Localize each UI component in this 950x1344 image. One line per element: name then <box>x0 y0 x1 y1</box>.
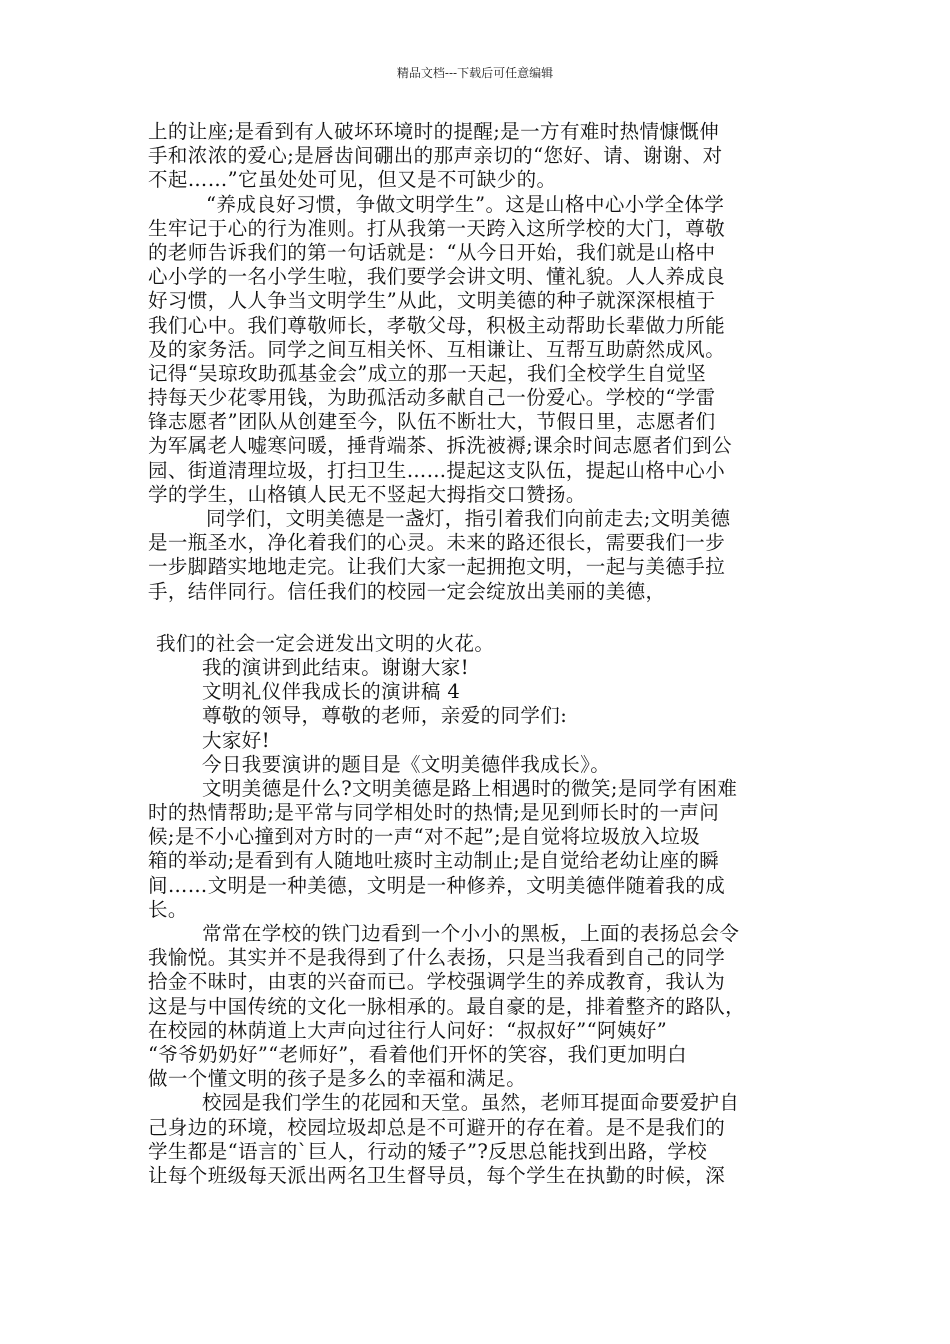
text-line: 箱的举动;是看到有人随地吐痰时主动制止;是自觉给老幼让座的瞬 <box>148 849 720 873</box>
text-line: 做一个懂文明的孩子是多么的幸福和满足。 <box>148 1067 527 1091</box>
paragraph-gap <box>148 604 808 632</box>
text-line: 大家好! <box>202 728 270 752</box>
text-line: 这是与中国传统的文化一脉相承的。最自豪的是，排着整齐的路队， <box>148 994 746 1018</box>
text-line: 不起……”它虽处处可见，但又是不可缺少的。 <box>148 168 557 192</box>
text-line: 我愉悦。其实并不是我得到了什么表扬，只是当我看到自己的同学 <box>148 946 726 970</box>
text-line: 文明美德是什么?文明美德是路上相遇时的微笑;是同学有困难 <box>202 776 738 800</box>
text-line: 校园是我们学生的花园和天堂。虽然，老师耳提面命要爱护自 <box>202 1091 740 1115</box>
text-line: 心小学的一名小学生啦，我们要学会讲文明、懂礼貌。人人养成良 <box>148 265 726 289</box>
text-line: 常常在学校的铁门边看到一个小小的黑板，上面的表扬总会令 <box>202 922 740 945</box>
text-line: 手和浓浓的爱心;是唇齿间硼出的那声亲切的“您好、请、谢谢、对 <box>148 144 723 168</box>
text-line: “养成良好习惯，争做文明学生”。这是山格中心小学全体学 <box>206 192 725 216</box>
text-line: 的老师告诉我们的第一句话就是：“从今日开始，我们就是山格中 <box>148 240 716 264</box>
document-body <box>148 120 808 1188</box>
text-line: 一步脚踏实地地走完。让我们大家一起拥抱文明，一起与美德手拉 <box>148 555 726 579</box>
text-line: 记得“吴琼玫助孤基金会”成立的那一天起，我们全校学生自觉坚 <box>148 361 707 385</box>
text-line: 为军属老人嘘寒问暖，捶背端茶、拆洗被褥;课余时间志愿者们到公 <box>148 434 733 458</box>
text-line: 园、街道清理垃圾，打扫卫生……提起这支队伍，提起山格中心小 <box>148 458 726 482</box>
text-line: 好习惯，人人争当文明学生”从此，文明美德的种子就深深根植于 <box>148 289 716 313</box>
text-line: 今日我要演讲的题目是《文明美德伴我成长》。 <box>202 752 611 776</box>
page-header: 精品文档---下载后可任意编辑 <box>396 66 554 80</box>
text-line: 候;是不小心撞到对方时的一声“对不起”;是自觉将垃圾放入垃圾 <box>148 825 701 849</box>
text-line: 持每天少花零用钱，为助孤活动多献自己一份爱心。学校的“学雷 <box>148 386 716 410</box>
text-line: “爷爷奶奶好”“老师好”，看着他们开怀的笑容，我们更加明白 <box>148 1042 687 1066</box>
text-line: 拾金不昧时，由衷的兴奋而已。学校强调学生的养成教育，我认为 <box>148 970 726 994</box>
text-line: 我的演讲到此结束。谢谢大家! <box>202 655 469 679</box>
text-line: 及的家务活。同学之间互相关怀、互相谦让、互帮互助蔚然成风。 <box>148 337 726 361</box>
text-line: 我们的社会一定会迸发出文明的火花。 <box>156 631 495 655</box>
text-line: 在校园的林荫道上大声向过往行人问好：“叔叔好”“阿姨好” <box>148 1018 668 1042</box>
text-line: 锋志愿者”团队从创建至今，队伍不断壮大，节假日里，志愿者们 <box>148 410 716 434</box>
text-line: 是一瓶圣水，净化着我们的心灵。未来的路还很长，需要我们一步 <box>148 531 726 555</box>
text-line: 尊敬的领导，尊敬的老师，亲爱的同学们: <box>202 704 568 728</box>
text-line: 手，结伴同行。信任我们的校园一定会绽放出美丽的美德， <box>148 579 666 603</box>
text-line: 生牢记于心的行为准则。打从我第一天跨入这所学校的大门，尊敬 <box>148 216 726 240</box>
text-line: 文明礼仪伴我成长的演讲稿 4 <box>202 680 461 704</box>
text-line: 时的热情帮助;是平常与同学相处时的热情;是见到师长时的一声问 <box>148 801 720 825</box>
text-line: 长。 <box>148 897 188 921</box>
text-line: 我们心中。我们尊敬师长，孝敬父母，积极主动帮助长辈做力所能 <box>148 313 726 337</box>
text-line: 上的让座;是看到有人破坏环境时的提醒;是一方有难时热情慷慨伸 <box>148 120 720 143</box>
text-line: 学生都是“语言的`巨人，行动的矮子”?反思总能找到出路，学校 <box>148 1139 708 1163</box>
text-line: 让每个班级每天派出两名卫生督导员，每个学生在执勤的时候，深 <box>148 1163 726 1187</box>
text-line: 己身边的环境，校园垃圾却总是不可避开的存在着。是不是我们的 <box>148 1115 726 1139</box>
text-line: 学的学生，山格镇人民无不竖起大拇指交口赞扬。 <box>148 482 586 506</box>
text-line: 间……文明是一种美德，文明是一种修养，文明美德伴随着我的成 <box>148 873 726 897</box>
text-line: 同学们，文明美德是一盏灯，指引着我们向前走去;文明美德 <box>206 507 731 530</box>
